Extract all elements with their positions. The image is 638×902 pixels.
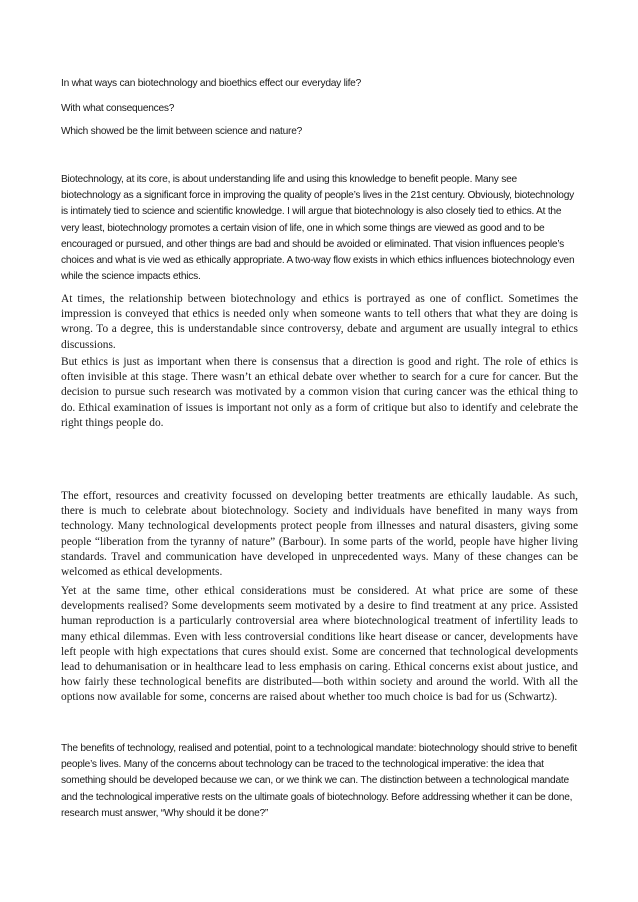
question-1: In what ways can biotechnology and bioethics effect our everyday life? xyxy=(61,78,362,89)
paragraph-consensus: But ethics is just as important when there is consensus that a direction is good and right. The role of ethics is often invisible at this stage. There wasn’t an ethical debate over whether to search for a cure for cancer. But the decision to pursue such research was motivated by a common vision that curing cancer was the ethical thing to do. Ethical examination of issues is important not only as a form of critique but also to identify and celebrate the right things people do. xyxy=(61,356,578,429)
question-2: With what consequences? xyxy=(61,103,175,114)
paragraph-benefits: The effort, resources and creativity focussed on developing better treatments are ethically laudable. As such, there is much to celebrate about biotechnology. Society and individuals have benefited in many ways from technology. Many technological developments protect people from illnesses and natural disasters, giving some people “liberation from the tyranny of nature” (Barbour). In some parts of the world, people have higher living standards. Travel and communication have developed in unprecedented ways. Many of these changes can be welcomed as ethical developments. xyxy=(61,490,578,579)
paragraph-conflict: At times, the relationship between biotechnology and ethics is portrayed as one of conflict. Sometimes the impression is conveyed that ethics is needed only when someone wants to tell others that what they are doing is wrong. To a degree, this is understandable since controversy, debate and argument are usually integral to ethics discussions. xyxy=(61,293,578,351)
paragraph-intro: Biotechnology, at its core, is about understanding life and using this knowledge to benefit people. Many see biotechnology as a significant force in improving the quality of people’s lives in the 21st century. Obviously, biotechnology is intimately tied to science and scientific knowledge. I will argue that biotechnology is also closely tied to ethics. At the very least, biotechnology promotes a certain vision of life, one in which some things are viewed as good and to be encouraged or pursued, and other things are bad and should be avoided or eliminated. That vision influences people’s choices and what is vie wed as ethically appropriate. A two-way flow exists in which ethics influences biotechnology even while the science impacts ethics. xyxy=(61,174,575,283)
paragraph-mandate: The benefits of technology, realised and potential, point to a technological mandate: biotechnology should strive to benefit people’s lives. Many of the concerns about technology can be traced to the technological imperative: the idea that something should be developed because we can, or we think we can. The distinction between a technological mandate and the technological imperative rests on the ultimate goals of biotechnology. Before addressing whether it can be done, research must answer, “Why should it be done?” xyxy=(61,743,577,819)
question-3: Which showed be the limit between science and nature? xyxy=(61,126,303,137)
paragraph-considerations: Yet at the same time, other ethical considerations must be considered. At what price are some of these developments realised? Some developments seem motivated by a desire to find treatment at any price. Assisted human reproduction is a particularly controversial area where biotechnological treatment of infertility leads to many ethical dilemmas. Even with less controversial conditions like heart disease or cancer, developments have left people with high expectations that cures should exist. Some are concerned that technological developments lead to dehumanisation or in healthcare lead to less emphasis on caring. Ethical concerns exist about justice, and how fairly these technological benefits are distributed—both within society and around the world. With all the options now available for some, concerns are raised about whether too much choice is bad for us (Schwartz). xyxy=(61,585,578,704)
